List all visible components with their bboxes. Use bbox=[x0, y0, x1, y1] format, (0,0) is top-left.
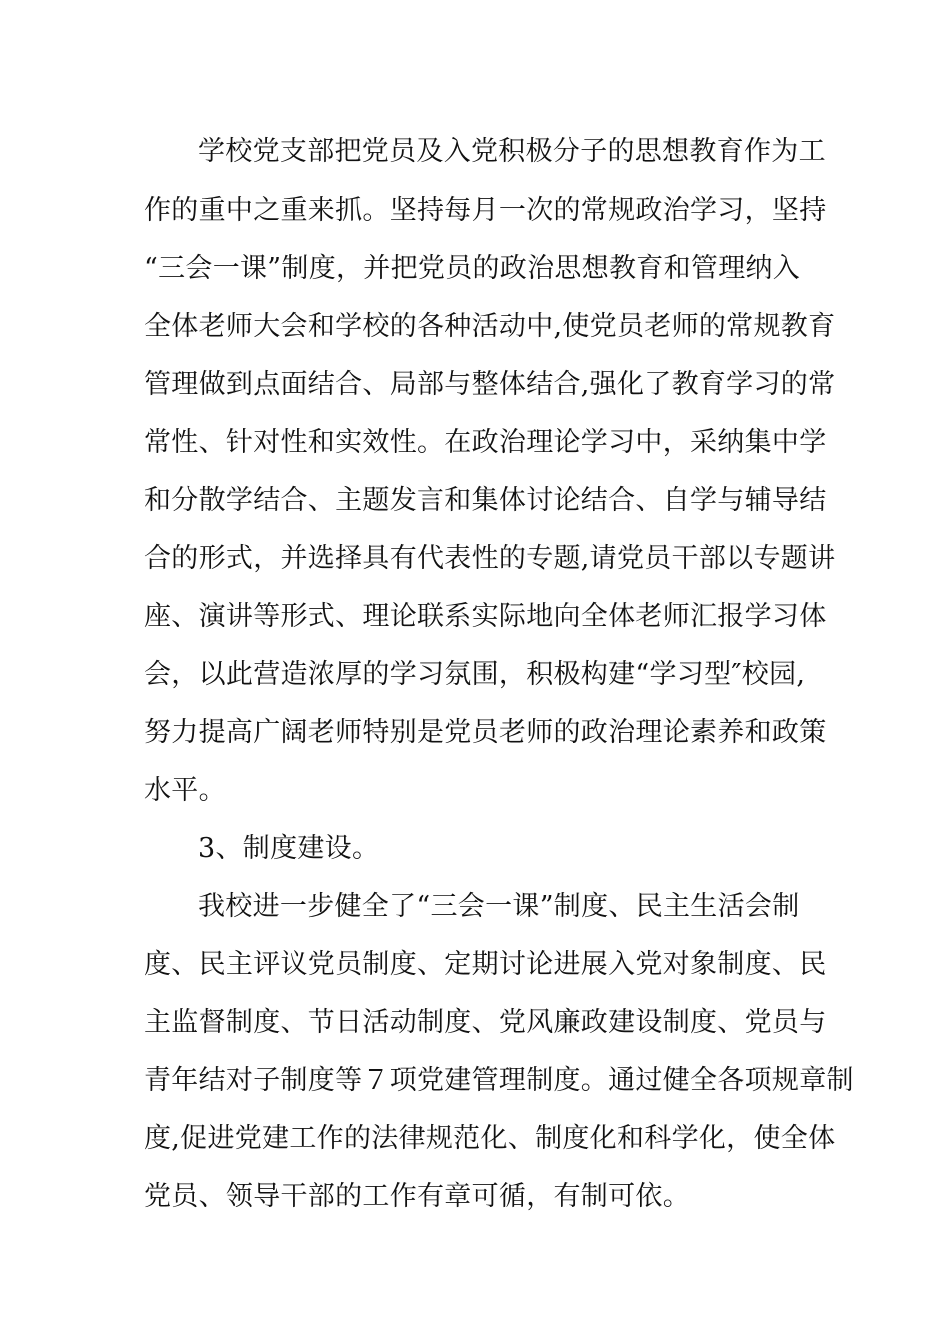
paragraph-1-line-1: 学校党支部把党员及入党积极分子的思想教育作为工 bbox=[198, 136, 826, 167]
paragraph-1-line-7: 和分散学结合、主题发言和集体讨论结合、自学与辅导结 bbox=[144, 485, 827, 516]
paragraph-1-line-4: 全体老师大会和学校的各种活动中,使党员老师的常规教育 bbox=[144, 311, 836, 342]
paragraph-2-line-4: 青年结对子制度等７项党建管理制度。通过健全各项规章制 bbox=[144, 1065, 854, 1096]
paragraph-2-line-3: 主监督制度、节日活动制度、党风廉政建设制度、党员与 bbox=[144, 1007, 827, 1038]
paragraph-2-line-1: 我校进一步健全了“三会一课”制度、民主生活会制 bbox=[198, 891, 800, 922]
paragraph-2-line-5: 度,促进党建工作的法律规范化、制度化和科学化，使全体 bbox=[144, 1123, 836, 1154]
paragraph-1-line-6: 常性、针对性和实效性。在政治理论学习中，采纳集中学 bbox=[144, 427, 827, 458]
paragraph-2-line-6: 党员、领导干部的工作有章可循，有制可依。 bbox=[144, 1181, 690, 1212]
paragraph-1-line-10: 会，以此营造浓厚的学习氛围，积极构建“学习型″校园, bbox=[144, 659, 806, 690]
paragraph-1-line-9: 座、演讲等形式、理论联系实际地向全体老师汇报学习体 bbox=[144, 601, 827, 632]
paragraph-1-line-2: 作的重中之重来抓。坚持每月一次的常规政治学习，坚持 bbox=[144, 195, 827, 226]
paragraph-1-line-12: 水平。 bbox=[144, 775, 226, 806]
paragraph-1-line-5: 管理做到点面结合、局部与整体结合,强化了教育学习的常 bbox=[144, 369, 836, 400]
paragraph-1-line-11: 努力提高广阔老师特别是党员老师的政治理论素养和政策 bbox=[144, 717, 827, 748]
paragraph-2-line-2: 度、民主评议党员制度、定期讨论进展入党对象制度、民 bbox=[144, 949, 827, 980]
paragraph-1-line-8: 合的形式，并选择具有代表性的专题,请党员干部以专题讲 bbox=[144, 543, 836, 574]
paragraph-1-line-3: “三会一课”制度，并把党员的政治思想教育和管理纳入 bbox=[144, 253, 801, 284]
section-heading: 3、制度建设。 bbox=[198, 833, 380, 864]
